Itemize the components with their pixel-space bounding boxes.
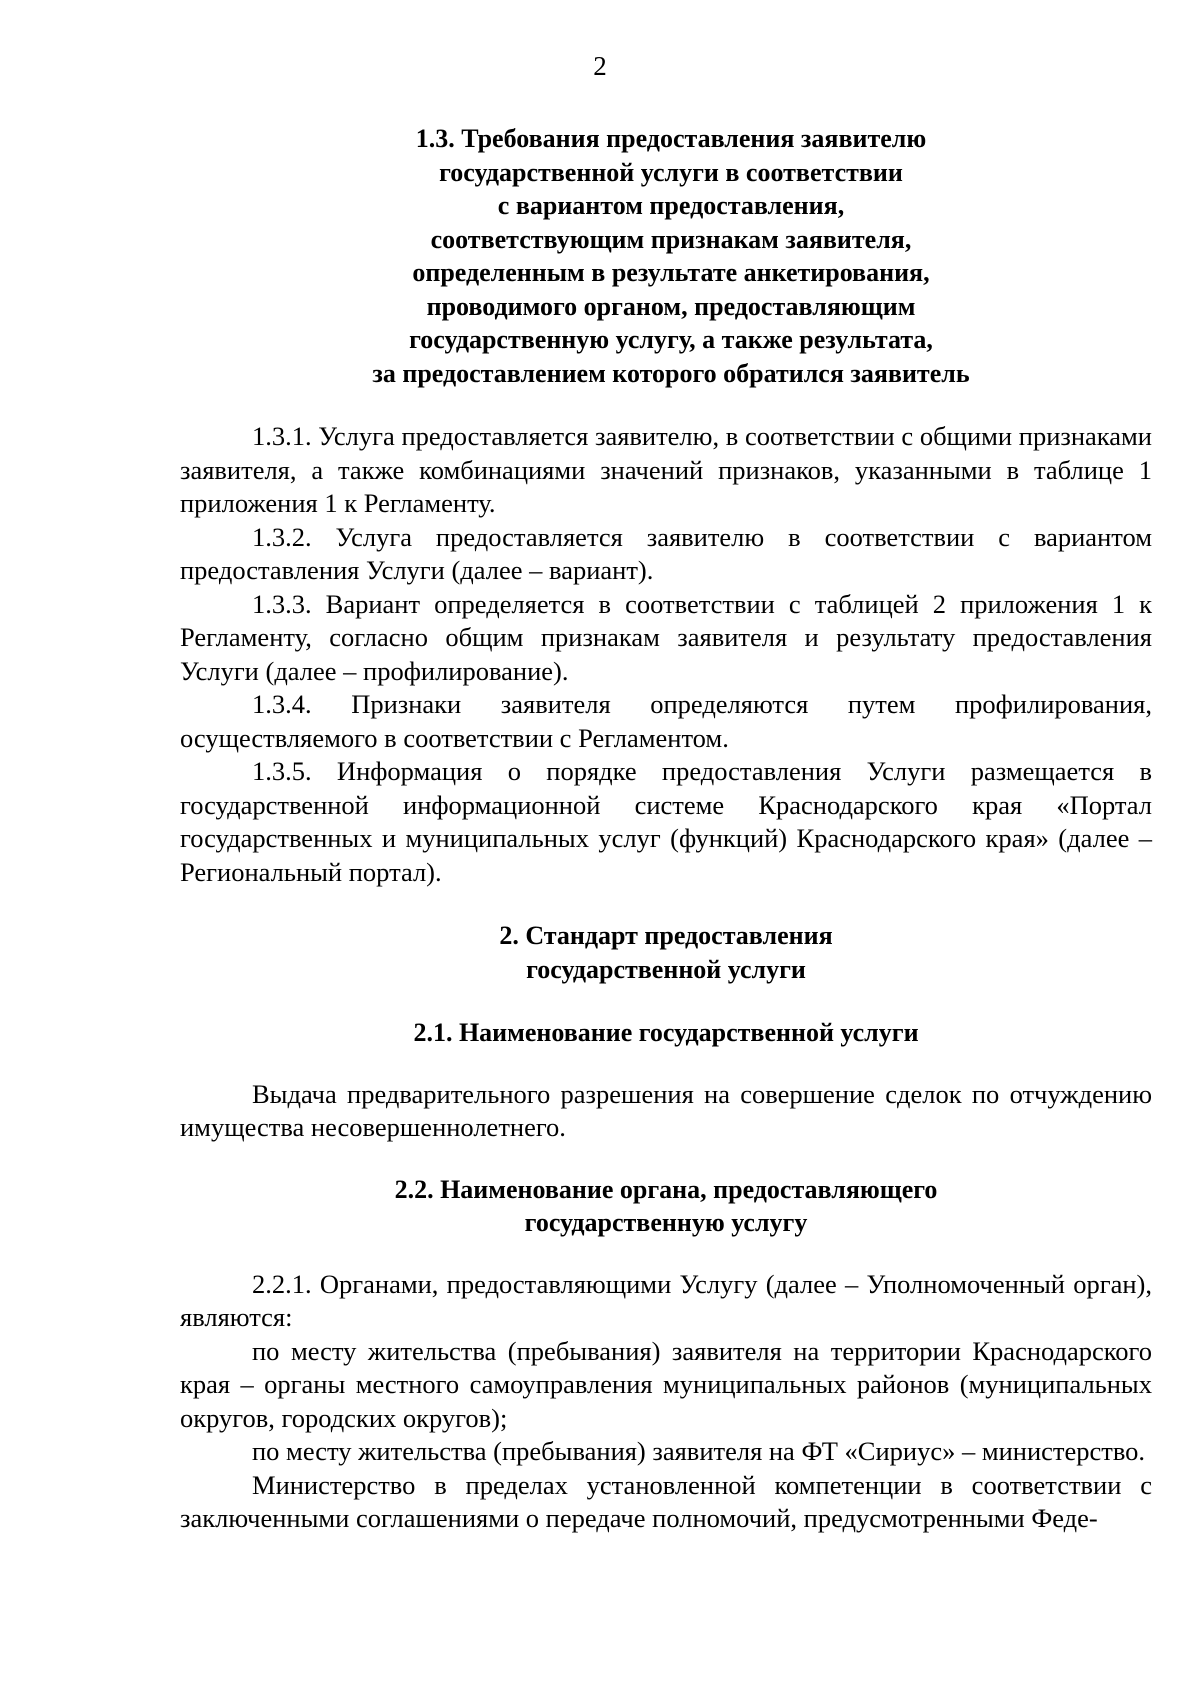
paragraph-ministry: Министерство в пределах установленной компетенции в соответствии с заключенными соглашениями о передаче полномочий, предусмотренными Феде- <box>180 1469 1152 1533</box>
heading-line: определенным в результате анкетирования, <box>412 258 930 287</box>
paragraph-1-3-1: 1.3.1. Услуга предоставляется заявителю, в соответствии с общими признаками заявителя, а также комбинациями значений признаков, указанными в таблице 1 приложения 1 к Регламенту. <box>180 421 1152 518</box>
heading-line: за предоставлением которого обратился заявитель <box>372 358 970 388</box>
heading-line: государственной услуги <box>526 954 806 984</box>
section-2-2-heading <box>180 1173 1152 1240</box>
paragraph-1-3-2: 1.3.2. Услуга предоставляется заявителю в соответствии с вариантом предоставления Услуги (далее – вариант). <box>180 521 1152 585</box>
heading-line: 1.3. Требования предоставления заявителю <box>415 124 927 153</box>
section-2-heading <box>180 919 1152 986</box>
heading-line: 2. Стандарт предоставления <box>499 921 833 950</box>
heading-line: государственную услугу, а также результата, <box>409 325 933 354</box>
paragraph-2-1: Выдача предварительного разрешения на совершение сделок по отчуждению имущества несовершеннолетнего. <box>180 1078 1152 1142</box>
page-number: 2 <box>593 51 607 81</box>
heading-line: 2.2. Наименование органа, предоставляющего <box>394 1174 938 1204</box>
heading-line: государственную услугу <box>524 1208 808 1237</box>
paragraph-1-3-3: 1.3.3. Вариант определяется в соответствии с таблицей 2 приложения 1 к Регламенту, согласно общим признакам заявителя и результату предоставления Услуги (далее – профилирование). <box>180 588 1152 686</box>
heading-line: проводимого органом, предоставляющим <box>426 291 916 321</box>
heading-line: с вариантом предоставления, <box>497 191 845 220</box>
paragraph-1-3-5: 1.3.5. Информация о порядке предоставления Услуги размещается в государственной информационной системе Краснодарского края «Портал государственных и муниципальных услуг (функций) Краснодарского края» (далее – Региональный портал). <box>180 756 1152 887</box>
document-body <box>180 122 1152 1536</box>
paragraph-2-2-1: 2.2.1. Органами, предоставляющими Услугу (далее – Уполномоченный орган), являются: <box>180 1268 1152 1332</box>
heading-line: государственной услуги в соответствии <box>439 157 903 187</box>
paragraph-2-2-1-item-2: по месту жительства (пребывания) заявителя на ФТ «Сириус» – министерство. <box>252 1436 1146 1466</box>
section-2-1-heading: 2.1. Наименование государственной услуги <box>413 1018 919 1047</box>
paragraph-1-3-4: 1.3.4. Признаки заявителя определяются путем профилирования, осуществляемого в соответствии с Регламентом. <box>180 689 1152 753</box>
heading-line: соответствующим признакам заявителя, <box>430 224 912 254</box>
section-1-3-heading <box>190 122 1152 390</box>
paragraph-2-2-1-item-1: по месту жительства (пребывания) заявителя на территории Краснодарского края – органы местного самоуправления муниципальных районов (муниципальных округов, городских округов); <box>180 1335 1152 1433</box>
